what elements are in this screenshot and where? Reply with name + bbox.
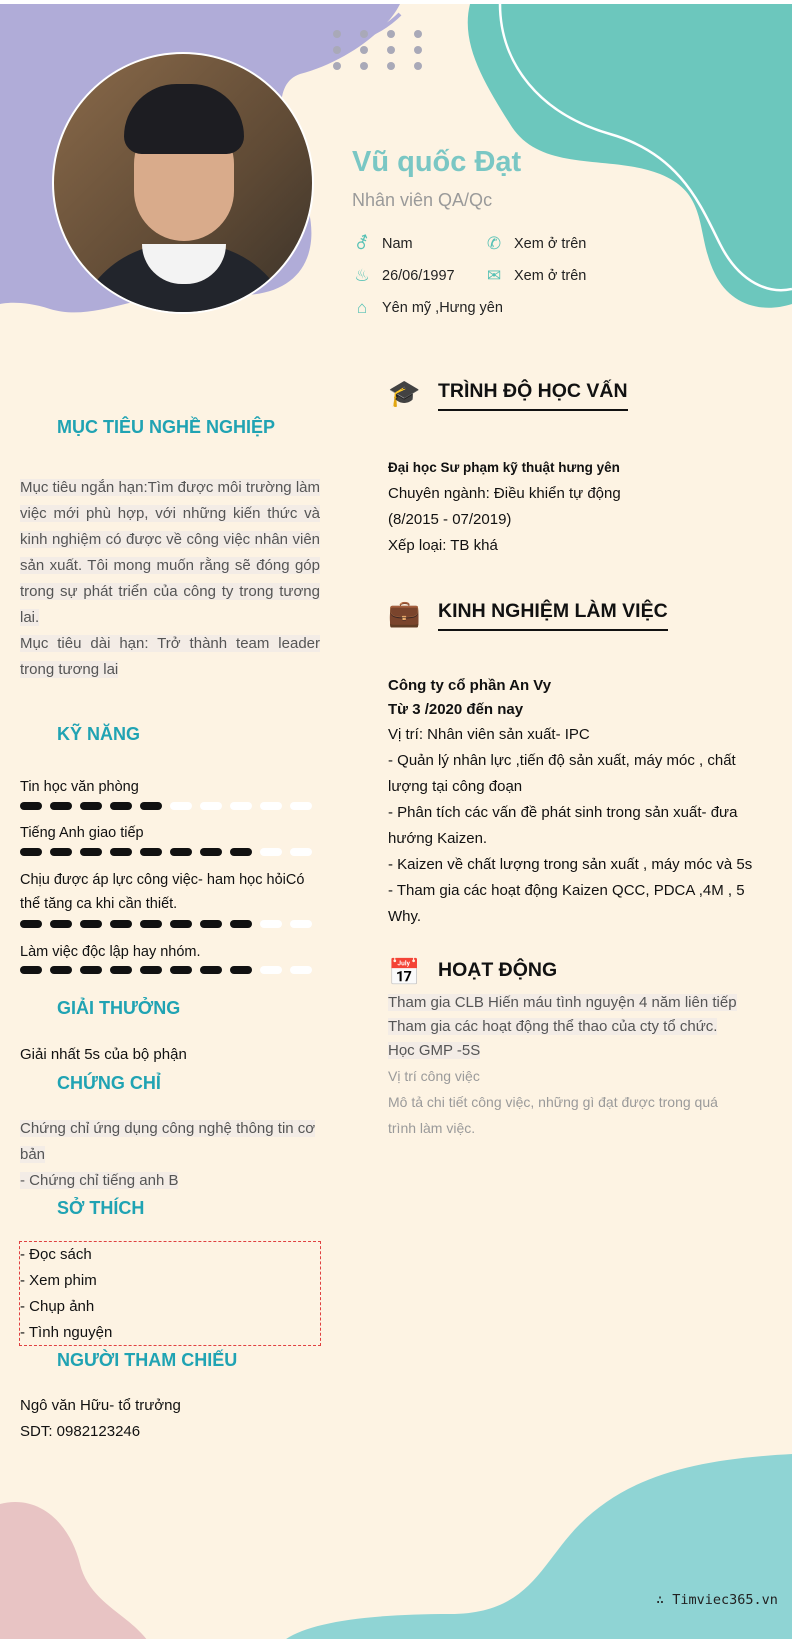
- skill-dash-filled: [80, 966, 102, 974]
- skill-dash-filled: [50, 802, 72, 810]
- skill-dash-filled: [140, 802, 162, 810]
- activities-heading: HOẠT ĐỘNG: [438, 959, 558, 981]
- reference-person: Ngô văn Hữu- tổ trưởng: [20, 1397, 181, 1414]
- skill-name-1: Tin học văn phòng: [20, 779, 139, 795]
- skill-dash-filled: [230, 848, 252, 856]
- skill-dash-filled: [20, 966, 42, 974]
- activity-item: Học GMP -5S: [388, 1042, 481, 1059]
- activity-position-placeholder: Vị trí công việc: [388, 1068, 480, 1084]
- reference-text: [20, 1393, 181, 1445]
- cv-page: [0, 4, 792, 1639]
- address-value: Yên mỹ ,Hưng yên: [382, 300, 503, 316]
- skill-bar-4: [20, 965, 320, 975]
- skill-dash-filled: [20, 848, 42, 856]
- skill-bar-3: [20, 919, 320, 929]
- hobby-item: - Xem phim: [20, 1272, 97, 1289]
- activities-details: [388, 991, 778, 1141]
- education-heading: TRÌNH ĐỘ HỌC VẤN: [438, 380, 628, 411]
- skills-heading: KỸ NĂNG: [57, 724, 141, 744]
- skill-dash-empty: [230, 802, 252, 810]
- hobbies-heading: SỞ THÍCH: [57, 1198, 145, 1218]
- certificate-1: Chứng chỉ ứng dụng công nghệ thông tin cơ bản: [20, 1120, 316, 1163]
- avatar: [52, 52, 314, 314]
- gender-icon: ⚦: [354, 234, 370, 253]
- skill-dash-filled: [80, 848, 102, 856]
- pink-blob: [0, 1494, 200, 1639]
- phone-value: Xem ở trên: [514, 236, 587, 252]
- job-title: Nhân viên QA/Qc: [352, 190, 493, 210]
- skill-dash-empty: [200, 802, 222, 810]
- skill-dash-empty: [260, 920, 282, 928]
- skill-dash-filled: [140, 920, 162, 928]
- skill-dash-filled: [230, 966, 252, 974]
- skill-dash-filled: [50, 920, 72, 928]
- experience-company: Công ty cổ phần An Vy: [388, 677, 552, 694]
- skill-dash-empty: [290, 802, 312, 810]
- certificate-2: - Chứng chỉ tiếng anh B: [20, 1172, 179, 1189]
- skill-dash-filled: [170, 848, 192, 856]
- skill-dash-filled: [230, 920, 252, 928]
- skill-dash-filled: [110, 848, 132, 856]
- skill-name-3: Chịu được áp lực công việc- ham học hỏiCó thể tăng ca khi cần thiết.: [20, 872, 305, 912]
- skill-dash-filled: [110, 966, 132, 974]
- home-icon: ⌂: [356, 298, 368, 317]
- education-major: Chuyên ngành: Điều khiển tự động: [388, 485, 621, 502]
- dots-decoration: [325, 24, 425, 74]
- skill-dash-empty: [260, 966, 282, 974]
- awards-heading: GIẢI THƯỞNG: [57, 998, 181, 1018]
- skill-dash-empty: [260, 848, 282, 856]
- skill-dash-empty: [290, 848, 312, 856]
- experience-duty: - Tham gia các hoạt động Kaizen QCC, PDCA ,4M , 5 Why.: [388, 882, 745, 925]
- skill-name-2: Tiếng Anh giao tiếp: [20, 825, 144, 841]
- skill-dash-filled: [110, 920, 132, 928]
- graduation-cap-icon: 🎓: [388, 378, 421, 408]
- skill-dash-filled: [200, 920, 222, 928]
- hobby-item: - Chụp ảnh: [20, 1298, 95, 1315]
- experience-position: Vị trí: Nhân viên sản xuất- IPC: [388, 726, 590, 743]
- briefcase-icon: 💼: [388, 598, 421, 628]
- footer-brand[interactable]: ∴ Timviec365.vn: [656, 1592, 778, 1608]
- objective-short: Mục tiêu ngắn hạn:Tìm được môi trường làm việc mới phù hợp, với những kiến thức và kinh nghiệm có được về công việc nhân viên sản xuất. Tôi mong muốn rằng sẽ đóng góp trong sự phát triển của công ty trong tương lai.: [20, 479, 320, 626]
- skill-dash-empty: [170, 802, 192, 810]
- experience-heading: KINH NGHIỆM LÀM VIỆC: [438, 600, 668, 631]
- education-grade: Xếp loại: TB khá: [388, 537, 498, 554]
- education-school: Đại học Sư phạm kỹ thuật hưng yên: [388, 460, 620, 475]
- phone-icon: ✆: [486, 234, 502, 253]
- experience-period: Từ 3 /2020 đến nay: [388, 701, 524, 718]
- skill-dash-empty: [290, 920, 312, 928]
- skill-dash-filled: [200, 966, 222, 974]
- skill-dash-empty: [290, 966, 312, 974]
- reference-heading: NGƯỜI THAM CHIẾU: [57, 1350, 238, 1370]
- skill-dash-filled: [170, 920, 192, 928]
- hobby-item: - Tình nguyện: [20, 1324, 113, 1341]
- skill-dash-filled: [170, 966, 192, 974]
- award-text: Giải nhất 5s của bộ phận: [20, 1046, 187, 1063]
- experience-duty: - Kaizen về chất lượng trong sản xuất , máy móc và 5s: [388, 856, 753, 873]
- skill-bar-1: [20, 801, 320, 811]
- experience-details: [388, 674, 758, 930]
- candidate-name: Vũ quốc Đạt: [352, 146, 522, 178]
- skill-dash-empty: [260, 802, 282, 810]
- activity-description-placeholder: Mô tả chi tiết công việc, những gì đạt được trong quá trình làm việc.: [388, 1094, 718, 1136]
- skill-bar-2: [20, 847, 320, 857]
- reference-phone: SDT: 0982123246: [20, 1423, 141, 1440]
- email-value: Xem ở trên: [514, 268, 587, 284]
- certificates-text: [20, 1116, 320, 1194]
- experience-duty: - Phân tích các vấn đề phát sinh trong sản xuất- đưa hướng Kaizen.: [388, 804, 738, 847]
- skill-dash-filled: [50, 848, 72, 856]
- activity-icon: 📅: [388, 957, 421, 987]
- activity-item: Tham gia CLB Hiến máu tình nguyện 4 năm liên tiếp: [388, 994, 737, 1011]
- email-icon: ✉: [486, 266, 502, 285]
- activity-item: Tham gia các hoạt động thể thao của cty tổ chức.: [388, 1018, 718, 1035]
- hobbies-list: [20, 1242, 112, 1346]
- skill-dash-filled: [80, 802, 102, 810]
- skill-dash-filled: [200, 848, 222, 856]
- skill-dash-filled: [140, 966, 162, 974]
- education-period: (8/2015 - 07/2019): [388, 511, 512, 528]
- education-details: [388, 455, 621, 559]
- hobby-item: - Đọc sách: [20, 1246, 92, 1263]
- teal-light-blob: [280, 1454, 792, 1639]
- skill-dash-filled: [80, 920, 102, 928]
- skill-dash-filled: [140, 848, 162, 856]
- skill-dash-filled: [110, 802, 132, 810]
- objective-text: [20, 475, 320, 683]
- skill-dash-filled: [20, 802, 42, 810]
- certificates-heading: CHỨNG CHỈ: [57, 1073, 161, 1093]
- skill-name-4: Làm việc độc lập hay nhóm.: [20, 944, 201, 960]
- skill-dash-filled: [20, 920, 42, 928]
- birthday-cake-icon: ♨: [354, 266, 370, 285]
- objective-heading: MỤC TIÊU NGHỀ NGHIỆP: [57, 417, 276, 437]
- experience-duty: - Quản lý nhân lực ,tiến độ sản xuất, máy móc , chất lượng tại công đoạn: [388, 752, 736, 795]
- birthdate-value: 26/06/1997: [382, 268, 455, 284]
- gender-value: Nam: [382, 236, 413, 252]
- skill-dash-filled: [50, 966, 72, 974]
- objective-long: Mục tiêu dài hạn: Trở thành team leader trong tương lai: [20, 635, 320, 678]
